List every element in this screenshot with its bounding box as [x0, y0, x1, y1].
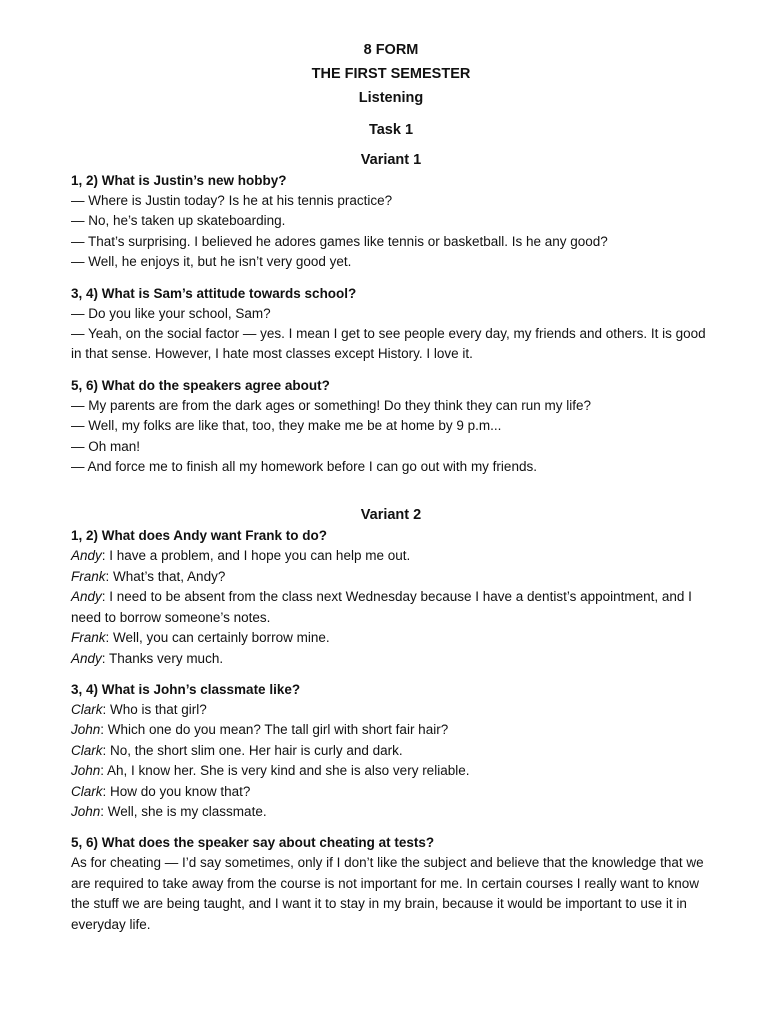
v1-dialogue-1: [71, 191, 711, 273]
task-title: Task 1: [368, 122, 414, 138]
speaker-name: Frank: [71, 630, 106, 646]
dialogue-line: — Do you like your school, Sam?: [71, 305, 271, 321]
dialogue-line: — And force me to finish all my homework before I can go out with my friends.: [71, 459, 537, 475]
dialogue-line: [71, 700, 711, 720]
v2-dialogue-2: [71, 700, 711, 822]
speech-text: : No, the short slim one. Her hair is curly and dark.: [102, 742, 403, 758]
dialogue-line: [71, 802, 711, 822]
speech-text: : I need to be absent from the class next Wednesday because I have a dentist’s appointment, and I need to borrow someone’s notes.: [71, 589, 692, 625]
speech-text: : Which one do you mean? The tall girl with short fair hair?: [100, 722, 449, 738]
dialogue-line: [71, 649, 711, 669]
speaker-name: John: [71, 722, 101, 738]
v2-question-3: 5, 6) What does the speaker say about cheating at tests?: [71, 835, 435, 851]
v2-question-1: 1, 2) What does Andy want Frank to do?: [71, 528, 328, 544]
semester-title: THE FIRST SEMESTER: [311, 66, 471, 82]
dialogue-line: — Oh man!: [71, 438, 141, 454]
speaker-name: Clark: [71, 783, 103, 799]
dialogue-line: — No, he’s taken up skateboarding.: [71, 213, 286, 229]
speaker-name: Frank: [71, 568, 106, 584]
variant-1-title: Variant 1: [360, 152, 422, 168]
speaker-name: Andy: [71, 650, 102, 666]
form-title: 8 FORM: [363, 42, 419, 58]
dialogue-line: [71, 720, 711, 740]
v1-dialogue-3: [71, 396, 711, 478]
v1-dialogue-2: [71, 304, 711, 365]
dialogue-line: — Well, he enjoys it, but he isn’t very good yet.: [71, 254, 352, 270]
speech-text: : Ah, I know her. She is very kind and she is also very reliable.: [100, 763, 470, 779]
dialogue-line: — That’s surprising. I believed he adores games like tennis or basketball. Is he any good?: [71, 233, 608, 249]
variant-2-title: Variant 2: [360, 507, 422, 524]
speech-text: : Who is that girl?: [102, 701, 207, 717]
dialogue-line: [71, 741, 711, 761]
dialogue-line: [71, 761, 711, 781]
dialogue-line: [71, 567, 711, 587]
speaker-name: Clark: [71, 701, 103, 717]
dialogue-line: — Yeah, on the social factor — yes. I mean I get to see people every day, my friends and others. It is good in that sense. However, I hate most classes except History. I love it.: [71, 326, 706, 362]
speaker-name: Andy: [71, 548, 102, 564]
speech-text: : Well, you can certainly borrow mine.: [105, 630, 330, 646]
document-page: [71, 38, 711, 935]
section-title: Listening: [358, 90, 424, 106]
dialogue-line: — My parents are from the dark ages or something! Do they think they can run my life?: [71, 397, 591, 413]
speech-text: : How do you know that?: [102, 783, 251, 799]
speaker-name: John: [71, 763, 101, 779]
speaker-name: Clark: [71, 742, 103, 758]
speaker-name: John: [71, 803, 101, 819]
v2-question-2: 3, 4) What is John’s classmate like?: [71, 681, 301, 697]
speech-text: : What’s that, Andy?: [105, 568, 226, 584]
v1-question-2: 3, 4) What is Sam’s attitude towards school?: [71, 285, 357, 301]
speech-text: : I have a problem, and I hope you can help me out.: [101, 548, 411, 564]
dialogue-line: [71, 546, 711, 566]
speech-text: : Thanks very much.: [101, 650, 224, 666]
v1-question-3: 5, 6) What do the speakers agree about?: [71, 377, 330, 393]
dialogue-line: [71, 587, 711, 628]
v2-paragraph-cheating: As for cheating — I’d say sometimes, only if I don’t like the subject and believe that the knowledge that we are required to take away from the course is not important for me. In certain courses I really want to know the stuff we are being taught, and I want it to stay in my brain, because it would be important to use it in everyday life.: [71, 855, 704, 932]
dialogue-line: — Where is Justin today? Is he at his tennis practice?: [71, 193, 393, 208]
dialogue-line: [71, 628, 711, 648]
v1-question-1: 1, 2) What is Justin’s new hobby?: [71, 173, 287, 188]
speaker-name: Andy: [71, 589, 102, 605]
dialogue-line: — Well, my folks are like that, too, they make me be at home by 9 p.m...: [71, 418, 502, 434]
v2-dialogue-1: [71, 546, 711, 668]
speech-text: : Well, she is my classmate.: [100, 803, 267, 819]
dialogue-line: [71, 782, 711, 802]
